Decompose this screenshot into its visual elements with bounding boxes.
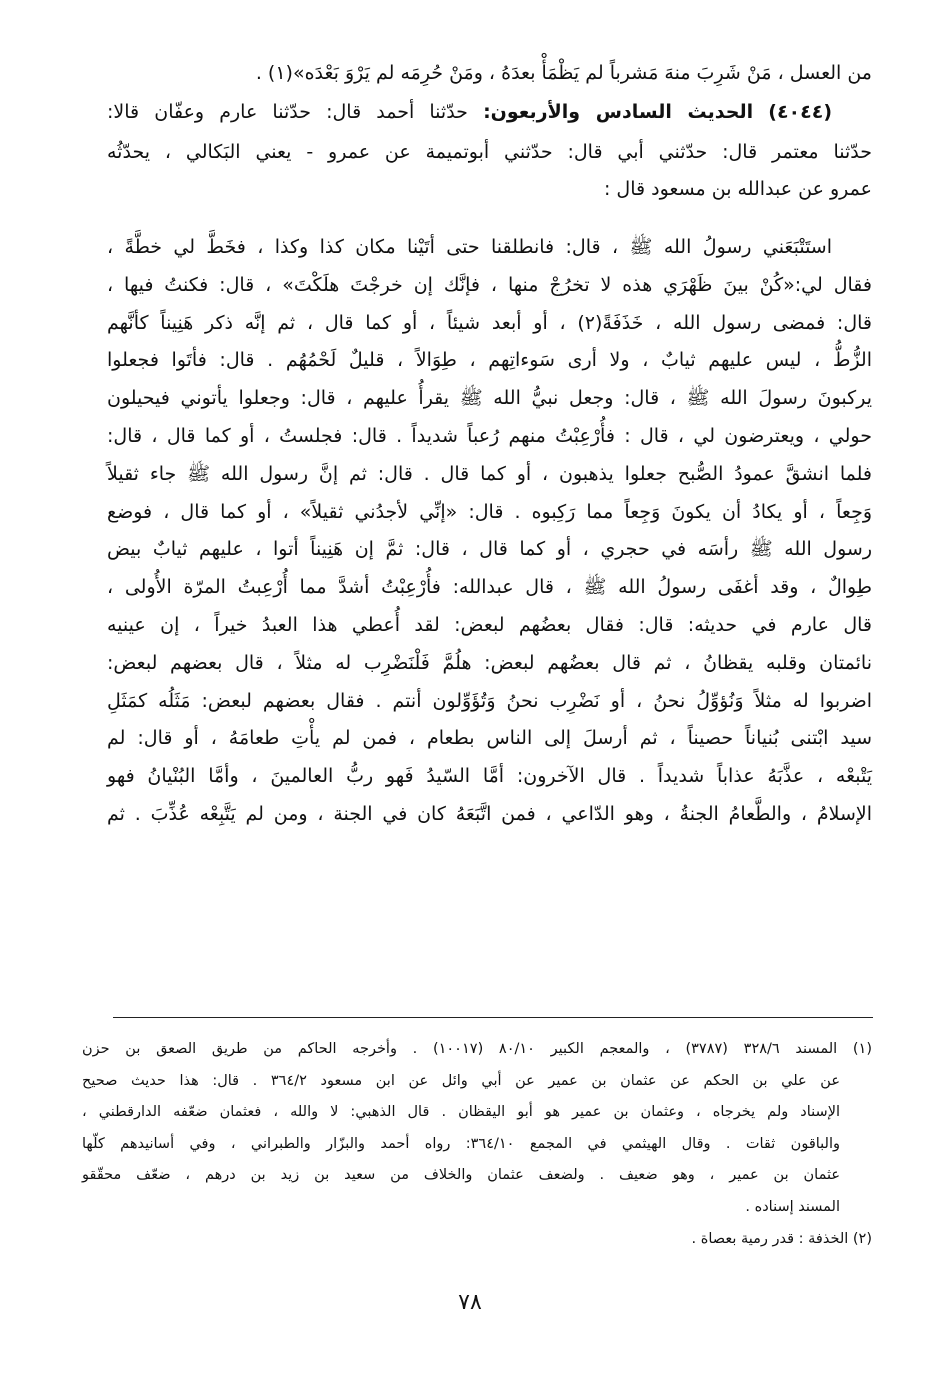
matn-line: يركبونَ رسولَ الله ﷺ ، قال: وجعل نبيُّ الله ﷺ يقرأُ عليهم ، قال: وجعلوا يأتوني فيحيلون xyxy=(107,387,872,410)
hadith-heading-line xyxy=(107,97,832,127)
page-number: ٧٨ xyxy=(458,1290,482,1315)
footnote-line: عثمان بن عمير ، وهو ضعيف . ولضعف عثمان والخلاف من سعيد بن زيد بن درهم ، ضعّف محقّقو xyxy=(82,1167,840,1184)
matn-line: الزُّطُّ ، ليس عليهم ثيابٌ ، ولا أرى سَوءاتِهم ، طِوَالاً ، قليلٌ لَحْمُهُم . قال: فأتَوا فجعلوا xyxy=(107,349,872,372)
matn-line: فلما انشقَّ عمودُ الصُّبح جعلوا يذهبون ، أو كما قال . قال: ثم إنَّ رسول الله ﷺ جاء ثقيلاً xyxy=(107,462,872,485)
isnad-line: حدّثنا معتمر قال: حدّثني أبي قال: حدّثني أبوتميمة عن عمرو - يعني البَكالي ، يحدّثُه xyxy=(107,141,872,163)
matn-line: اضربوا له مثلاً وَنُؤوِّلُ نحنُ ، أو نَضْرِب نحنُ وَتُؤَوِّلون أنتم . فقال بعضهم لبعض: مَثَلُه كمَثَلِ xyxy=(107,689,872,712)
isnad-line: عمرو عن عبدالله بن مسعود قال : xyxy=(603,178,872,200)
matn-line: طِوالٌ ، وقد أغفَى رسولُ الله ﷺ ، قال عبدالله: فأُرْعِبْتُ أشدَّ مما أُرْعِبتُ المرّة الأُولى ، xyxy=(107,576,872,599)
matn-line: قال عارم في حديثه: قال: فقال بعضُهم لبعض: لقد أُعطي هذا العبدُ خيراً ، إن عينيه xyxy=(107,614,872,636)
matn-line: يَتْبعْه ، عذَّبَهُ عذاباً شديداً . قال الآخرون: أمَّا السّيدُ فَهو ربُّ العالمينَ ، وأمَّا البُنْيانُ فهو xyxy=(107,765,872,788)
matn-line: استَتْبَعَني رسولُ الله ﷺ ، قال: فانطلقنا حتى أتَيْنا مكان كذا وكذا ، فخَطَّ لي خطَّةً ، xyxy=(107,236,832,258)
matn-line: سيد ابْتنى بُنياناً حصيناً ، ثم أرسلَ إلى الناس بطعام ، فمن لم يأْتِ طعامَهُ ، أو قال: لم xyxy=(107,727,872,750)
previous-hadith-ending: من العسل ، مَنْ شَرِبَ منهَ مَشرباً لم يَظْمَأْ بعدَهُ ، ومَنْ حُرِمَه لم يَرْوَ بَعْدَه»(١) . xyxy=(255,62,872,84)
footnote-line: (٢) الخذفة : قدر رمية بعصاة . xyxy=(691,1230,872,1247)
footnote-divider xyxy=(113,1017,873,1018)
isnad-line: حدّثنا أحمد قال: حدّثنا عارم وعفّان قالا: xyxy=(107,101,468,123)
matn-line: حولي ، ويعترضون لي ، قال : فأُرْعِبْتُ منهم رُعباً شديداً . قال: فجلستُ ، أو كما قال ، قال: xyxy=(107,425,872,447)
hadith-number: (٤٠٤٤) xyxy=(768,101,833,123)
matn-line: وَجِعاً ، أو يكادُ أن يكونَ وَجِعاً مما رَكِبوه . قال: «إنِّي لأجدُني ثقيلاً» ، أو كما قال ، فوضع xyxy=(107,500,872,523)
footnote-line: عن علي بن الحكم عن عثمان بن عمير عن أبي وائل عن ابن مسعود ٣٦٤/٢ . قال: هذا حديث صحيح xyxy=(82,1072,840,1089)
footnote-line: (١) المسند ٣٢٨/٦ (٣٧٨٧) ، والمعجم الكبير ٨٠/١٠ (١٠٠١٧) . وأخرجه الحاكم من طريق الصعق بن حزن xyxy=(82,1041,872,1057)
matn-line: الإسلامُ ، والطَّعامُ الجنةُ ، وهو الدّاعي ، فمن اتَّبَعَهُ كان في الجنة ، ومن لم يَتَّبِعْه عُذِّبَ . ثم xyxy=(107,803,872,825)
matn-line: نائمتان وقلبه يقظانُ ، ثم قال بعضُهم لبعض: هلُمَّ فَلْنَضْرِب له مثلاً ، قال بعضهم لبعض: xyxy=(107,651,872,674)
footnote-line: المسند إسناده . xyxy=(745,1199,840,1215)
matn-line: قال: فمضى رسول الله ، خَذَفَةً(٢) ، أو أبعد شيئاً ، أو كما قال ، ثم إنَّه ذكر هَنِيناً كأنَّهم xyxy=(107,311,873,334)
hadith-title: الحديث السادس والأربعون: xyxy=(483,101,754,123)
footnote-line: والباقون ثقات . وقال الهيثمي في المجمع ٣٦٤/١٠: رواه أحمد والبزّار والطبراني ، وفي أسانيدهم كلّها xyxy=(82,1135,840,1152)
matn-line: فقال لي:«كُنْ بينَ ظَهْرَي هذه لا تخرُجْ منها ، فإنَّك إن خرجْتَ هلَكْتَ» ، قال: فكنتُ فيها ، xyxy=(107,273,872,296)
matn-line: رسول الله ﷺ رأسَه في حجري ، أو كما قال ، قال: ثمَّ إن هَنِيناً أتوا ، عليهم ثيابٌ بيض xyxy=(107,538,872,561)
footnote-line: الإسناد ولم يخرجاه ، وعثمان بن عمير هو أبو اليقظان . قال الذهبي: لا والله ، فعثمان ضعّفه الدارقطني ، xyxy=(82,1104,840,1121)
